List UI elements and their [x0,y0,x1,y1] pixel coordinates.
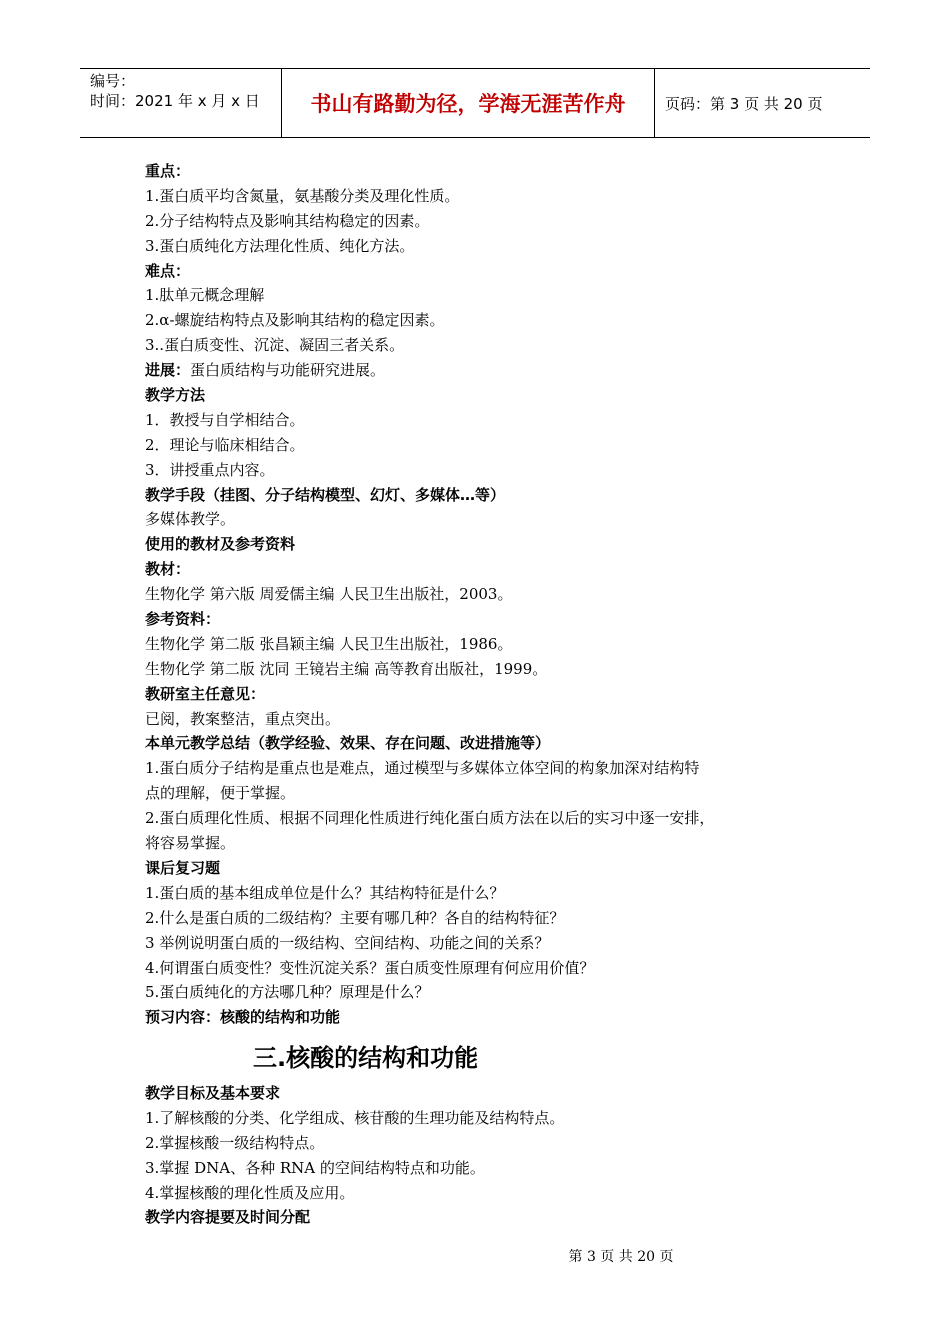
section-title: 三.核酸的结构和功能 [253,1044,479,1072]
goal-item: 1.了解核酸的分类、化学组成、核苷酸的生理功能及结构特点。 [145,1108,565,1127]
textbook-entry: 生物化学 第六版 周爱儒主编 人民卫生出版社，2003。 [145,585,513,604]
summary-paragraph-2b: 将容易掌握。 [145,834,236,853]
difficult-point: 1.肽单元概念理解 [145,286,265,305]
time-label: 时间：2021 年 x 月 x 日 [90,92,260,110]
header-page-cell [655,69,870,137]
review-heading: 课后复习题 [145,858,221,877]
difficult-point: 3..蛋白质变性、沉淀、凝固三者关系。 [145,336,405,355]
reference-entry: 生物化学 第二版 张昌颖主编 人民卫生出版社，1986。 [145,634,513,653]
review-question: 2.什么是蛋白质的二级结构？主要有哪几种？各自的结构特征？ [145,908,565,927]
header-info-cell [80,69,282,137]
key-point: 3.蛋白质纯化方法理化性质、纯化方法。 [145,236,415,255]
method-heading: 教学方法 [145,386,206,405]
summary-heading: 本单元教学总结（教学经验、效果、存在问题、改进措施等） [145,734,551,753]
progress-text: 蛋白质结构与功能研究进展。 [190,361,386,380]
progress-line [145,358,785,383]
summary-paragraph-1a: 1.蛋白质分子结构是重点也是难点，通过模型与多媒体立体空间的构象加深对结构特 [145,759,700,778]
goals-heading: 教学目标及基本要求 [145,1084,281,1102]
review-question: 3 举例说明蛋白质的一级结构、空间结构、功能之间的关系？ [145,933,550,952]
review-question: 5.蛋白质纯化的方法哪几种？原理是什么？ [145,983,430,1002]
number-label: 编号： [90,72,136,90]
preview-line: 预习内容：核酸的结构和功能 [145,1008,341,1027]
goal-item: 4.掌握核酸的理化性质及应用。 [145,1183,355,1202]
director-heading: 教研室主任意见： [145,684,266,703]
materials-heading: 使用的教材及参考资料 [145,535,296,554]
director-text: 已阅，教案整洁，重点突出。 [145,709,341,728]
summary-paragraph-2a: 2.蛋白质理化性质、根据不同理化性质进行纯化蛋白质方法在以后的实习中逐一安排， [145,809,715,828]
motto-text: 书山有路勤为径，学海无涯苦作舟 [310,92,626,116]
section-body [145,1081,785,1230]
method-item: 3．讲授重点内容。 [145,460,275,479]
footer-page-number: 第 3 页 共 20 页 [568,1249,674,1265]
page-footer [0,1246,950,1266]
difficult-heading: 难点： [145,261,191,280]
difficult-point: 2.α-螺旋结构特点及影响其结构的稳定因素。 [145,311,445,330]
summary-paragraph-1b: 点的理解，便于掌握。 [145,784,296,803]
goal-item: 2.掌握核酸一级结构特点。 [145,1133,325,1152]
means-text: 多媒体教学。 [145,510,236,529]
progress-label: 进展： [145,361,191,380]
outline-heading: 教学内容提要及时间分配 [145,1208,311,1227]
method-item: 1．教授与自学相结合。 [145,410,305,429]
page-info: 页码：第 3 页 共 20 页 [665,94,823,113]
header-motto-cell [282,69,655,137]
document-body [145,159,785,1030]
method-item: 2．理论与临床相结合。 [145,435,305,454]
key-points-heading: 重点： [145,162,191,180]
header-table [80,68,870,138]
references-label: 参考资料： [145,610,221,629]
key-point: 2.分子结构特点及影响其结构稳定的因素。 [145,211,430,230]
review-question: 1.蛋白质的基本组成单位是什么？其结构特征是什么？ [145,883,505,902]
textbook-label: 教材： [145,560,191,579]
reference-entry: 生物化学 第二版 沈同 王镜岩主编 高等教育出版社，1999。 [145,659,548,678]
review-question: 4.何谓蛋白质变性？变性沉淀关系？蛋白质变性原理有何应用价值？ [145,958,595,977]
means-heading: 教学手段（挂图、分子结构模型、幻灯、多媒体…等） [145,485,506,504]
goal-item: 3.掌握 DNA、各种 RNA 的空间结构特点和功能。 [145,1158,485,1177]
key-point: 1.蛋白质平均含氮量，氨基酸分类及理化性质。 [145,186,460,205]
